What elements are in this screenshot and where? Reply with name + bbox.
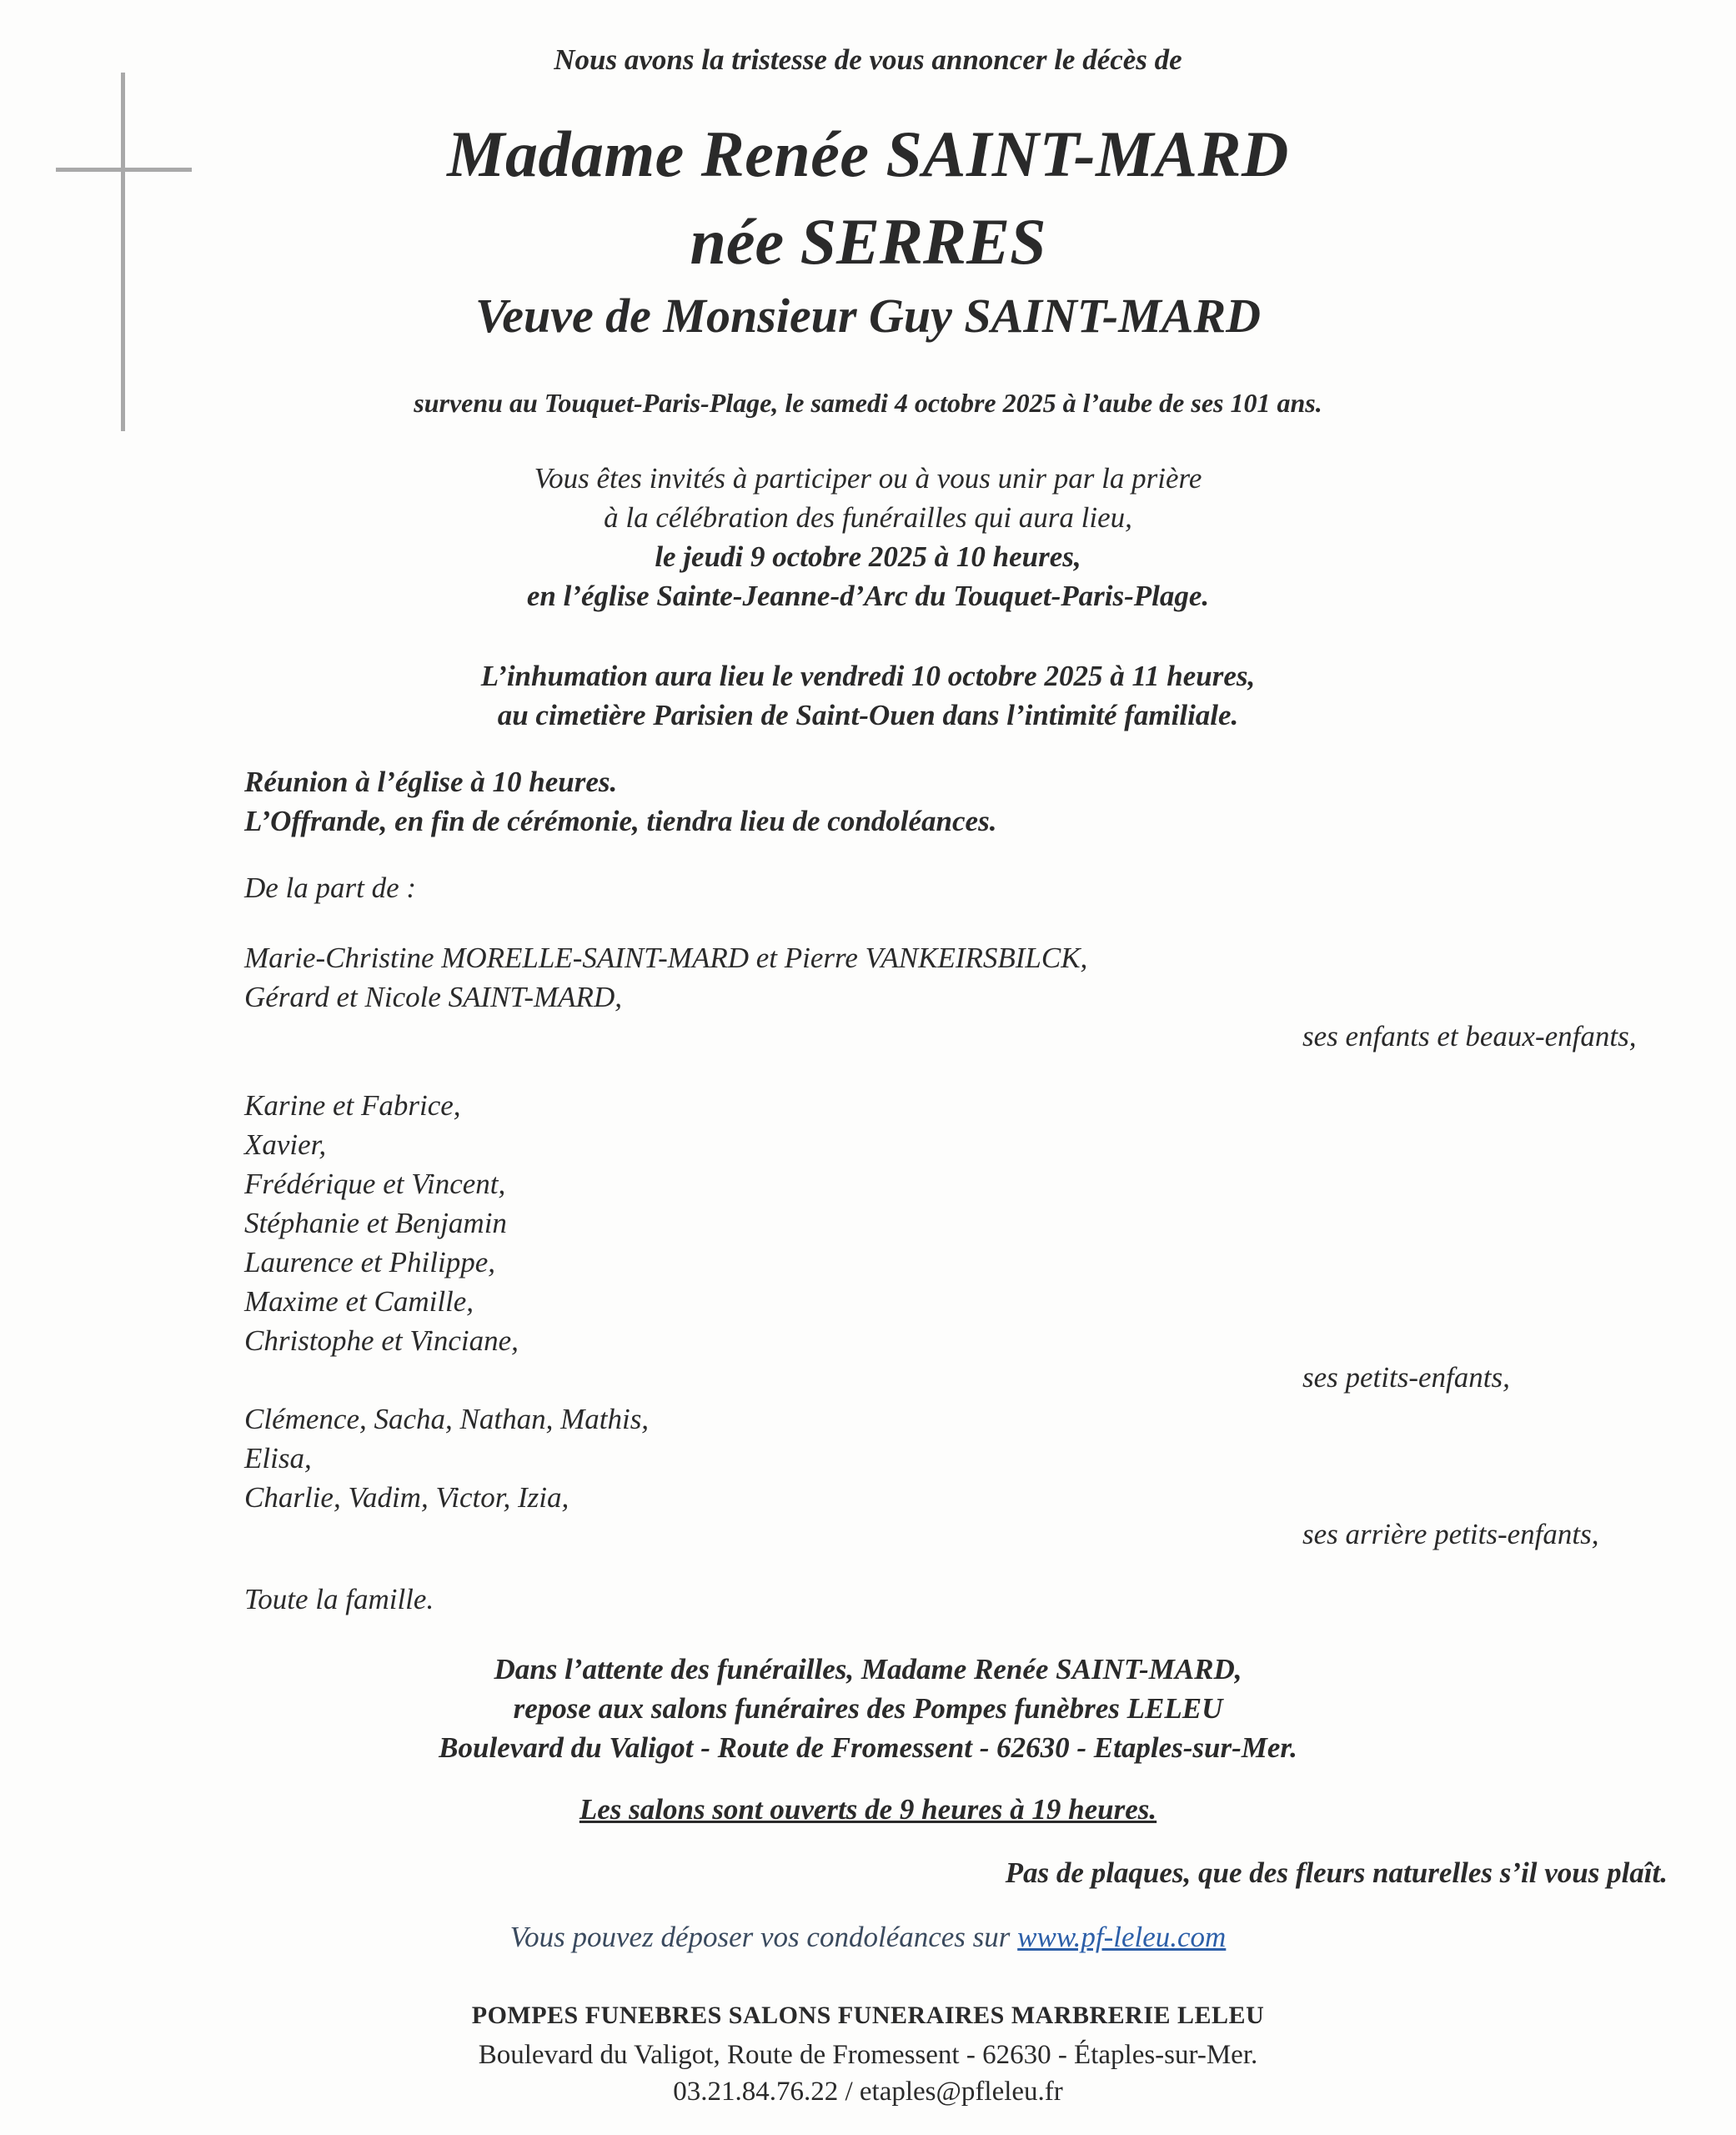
footer-contact: 03.21.84.76.22 / etaples@pfleleu.fr bbox=[673, 2077, 1063, 2107]
grandchildren-list bbox=[244, 1086, 519, 1360]
maiden-name: née SERRES bbox=[690, 205, 1046, 278]
children-list bbox=[244, 938, 1087, 1017]
list-item: Karine et Fabrice, bbox=[244, 1089, 461, 1122]
footer-address: Boulevard du Valigot, Route de Fromessent - 62630 - Étaples-sur-Mer. bbox=[478, 2040, 1258, 2070]
widow-line: Veuve de Monsieur Guy SAINT-MARD bbox=[474, 289, 1262, 343]
funeral-line-2: à la célébration des funérailles qui aura lieu, bbox=[604, 501, 1132, 534]
list-item: Stéphanie et Benjamin bbox=[244, 1207, 507, 1239]
flowers-note: Pas de plaques, que des fleurs naturelles s’il vous plaît. bbox=[1005, 1856, 1668, 1889]
list-item: Maxime et Camille, bbox=[244, 1285, 474, 1318]
condolences-text: Vous pouvez déposer vos condoléances sur bbox=[509, 1921, 1018, 1953]
funeral-date: le jeudi 9 octobre 2025 à 10 heures, bbox=[655, 540, 1081, 573]
from-label: De la part de : bbox=[244, 872, 417, 904]
salons-hours: Les salons sont ouverts de 9 heures à 19 heures. bbox=[579, 1793, 1157, 1826]
footer-company: POMPES FUNEBRES SALONS FUNERAIRES MARBRERIE LELEU bbox=[471, 2002, 1265, 2029]
meeting-block bbox=[244, 762, 996, 841]
list-item: Gérard et Nicole SAINT-MARD, bbox=[244, 981, 622, 1013]
funeral-line-1: Vous êtes invités à participer ou à vous unir par la prière bbox=[534, 462, 1202, 495]
meeting-line-1: Réunion à l’église à 10 heures. bbox=[244, 766, 618, 798]
list-item: Marie-Christine MORELLE-SAINT-MARD et Pierre VANKEIRSBILCK, bbox=[244, 942, 1088, 974]
repose-block bbox=[0, 1650, 1736, 1767]
announcement-lead: Nous avons la tristesse de vous annoncer le décès de bbox=[554, 43, 1182, 76]
repose-line-2: repose aux salons funéraires des Pompes funèbres LELEU bbox=[513, 1692, 1223, 1725]
funeral-block bbox=[0, 459, 1736, 615]
deceased-name: Madame Renée SAINT-MARD bbox=[447, 118, 1289, 190]
burial-block bbox=[0, 656, 1736, 735]
list-item: Frédérique et Vincent, bbox=[244, 1168, 506, 1200]
great-grandchildren-list bbox=[244, 1399, 649, 1517]
deceased-details: survenu au Touquet-Paris-Plage, le samedi 4 octobre 2025 à l’aube de ses 101 ans. bbox=[414, 388, 1322, 418]
meeting-line-2: L’Offrande, en fin de cérémonie, tiendra lieu de condoléances. bbox=[244, 805, 997, 837]
repose-line-3: Boulevard du Valigot - Route de Fromessent - 62630 - Etaples-sur-Mer. bbox=[439, 1731, 1297, 1764]
list-item: Clémence, Sacha, Nathan, Mathis, bbox=[244, 1403, 650, 1435]
repose-line-1: Dans l’attente des funérailles, Madame Renée SAINT-MARD, bbox=[494, 1653, 1242, 1685]
list-item: Xavier, bbox=[244, 1128, 327, 1161]
children-role: ses enfants et beaux-enfants, bbox=[1302, 1020, 1637, 1052]
burial-line-2: au cimetière Parisien de Saint-Ouen dans l’intimité familiale. bbox=[497, 699, 1239, 731]
funeral-location: en l’église Sainte-Jeanne-d’Arc du Touquet-Paris-Plage. bbox=[526, 580, 1210, 612]
condolences-line bbox=[0, 1921, 1736, 1954]
list-item: Laurence et Philippe, bbox=[244, 1246, 495, 1278]
family-line: Toute la famille. bbox=[244, 1583, 434, 1615]
list-item: Charlie, Vadim, Victor, Izia, bbox=[244, 1481, 569, 1514]
condolences-link[interactable]: www.pf-leleu.com bbox=[1017, 1921, 1227, 1953]
grandchildren-role: ses petits-enfants, bbox=[1302, 1361, 1510, 1394]
list-item: Elisa, bbox=[244, 1442, 312, 1474]
burial-line-1: L’inhumation aura lieu le vendredi 10 octobre 2025 à 11 heures, bbox=[480, 660, 1256, 692]
list-item: Christophe et Vinciane, bbox=[244, 1324, 519, 1357]
great-grandchildren-role: ses arrière petits-enfants, bbox=[1302, 1518, 1599, 1550]
